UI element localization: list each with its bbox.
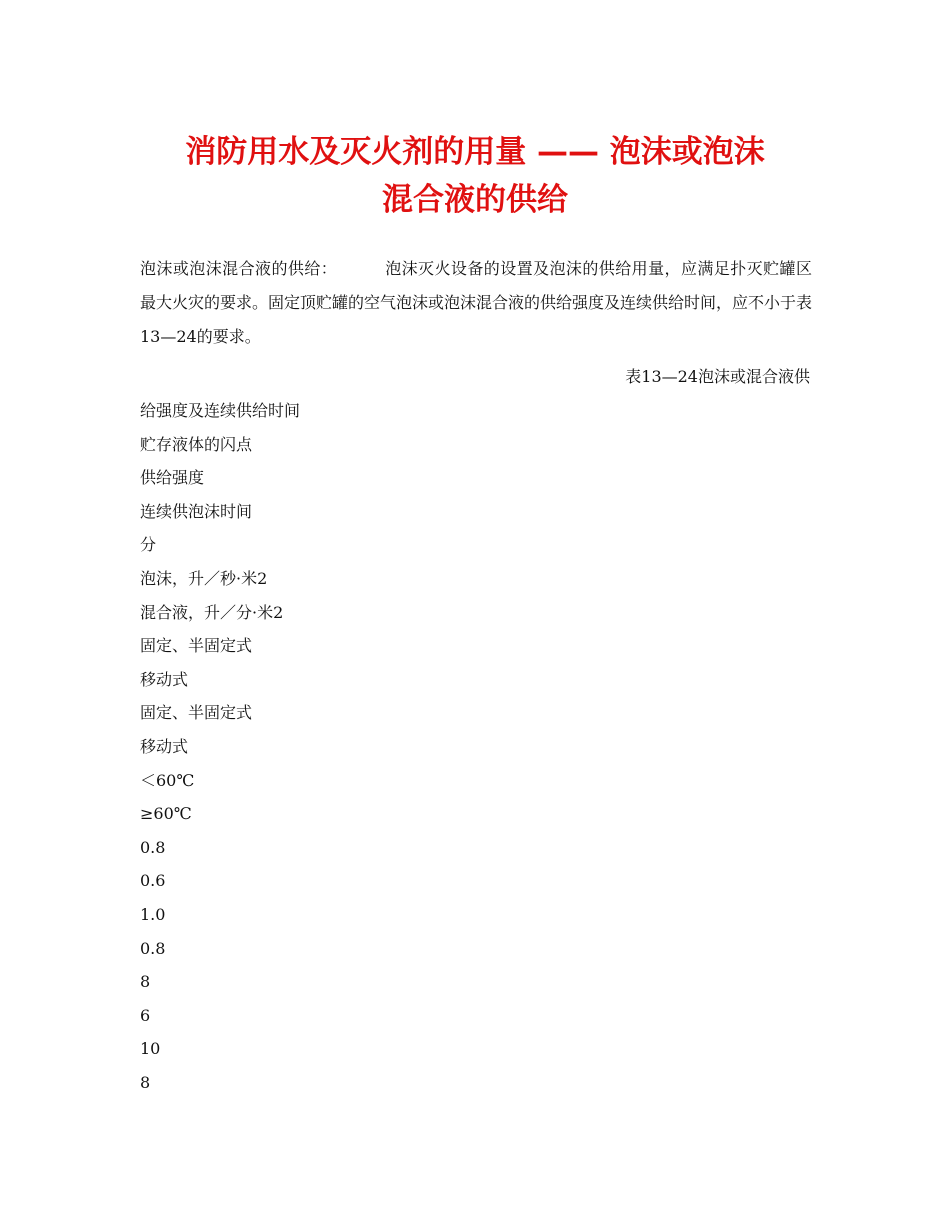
text-line: 移动式 [140, 736, 189, 756]
intro-paragraph [140, 252, 812, 354]
text-line: 8 [140, 1072, 151, 1092]
text-line: ＜60℃ [140, 770, 195, 790]
text-line: 连续供泡沫时间 [140, 501, 253, 521]
text-line: 泡沫，升／秒·米2 [140, 568, 268, 588]
table-content-lines [140, 394, 812, 1099]
text-line: 8 [140, 972, 151, 992]
text-line: 固定、半固定式 [140, 703, 253, 723]
text-line: 0.8 [140, 837, 166, 857]
text-line: 固定、半固定式 [140, 636, 253, 656]
text-line: 混合液，升／分·米2 [140, 602, 284, 622]
text-line: 0.8 [140, 938, 166, 958]
text-line: 0.6 [140, 871, 166, 891]
text-line: 分 [140, 535, 157, 555]
intro-text: 泡沫灭火设备的设置及泡沫的供给用量，应满足扑灭贮罐区最大火灾的要求。固定顶贮罐的空气泡沫或泡沫混合液的供给强度及连续供给时间，应不小于表13—24的要求。 [140, 259, 813, 346]
table-caption: 表13—24泡沫或混合液供 [625, 367, 810, 386]
text-line: 1.0 [140, 904, 166, 924]
text-line: 6 [140, 1005, 151, 1025]
page-title [120, 128, 830, 224]
text-line: ≥60℃ [140, 804, 192, 824]
text-line: 移动式 [140, 669, 189, 689]
text-line: 给强度及连续供给时间 [140, 401, 301, 420]
text-line: 供给强度 [140, 468, 205, 488]
title-line-2: 混合液的供给 [382, 182, 568, 218]
text-line: 贮存液体的闪点 [140, 434, 253, 454]
text-line: 10 [140, 1039, 161, 1059]
intro-label: 泡沫或泡沫混合液的供给： [140, 259, 338, 278]
title-line-1: 消防用水及灭火剂的用量 —— 泡沫或泡沫 [185, 134, 765, 170]
